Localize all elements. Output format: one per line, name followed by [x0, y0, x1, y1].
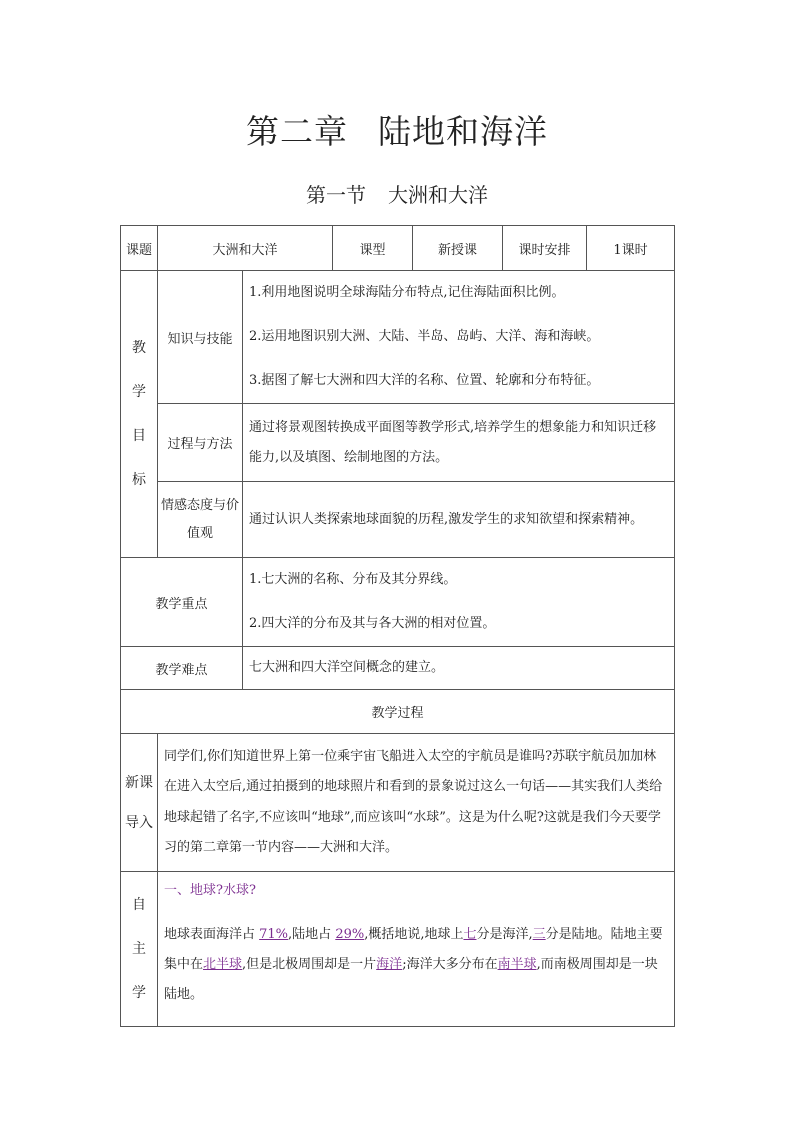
section-name: 大洲和大洋 — [388, 183, 488, 207]
objectives-label-char: 教 — [132, 340, 146, 356]
section-number: 第一节 — [306, 183, 366, 207]
knowledge-item: 1.利用地图说明全球海陆分布特点,记住海陆面积比例。 — [249, 285, 565, 300]
attitude-text: 通过认识人类探索地球面貌的历程,激发学生的求知欲望和探索精神。 — [249, 511, 644, 527]
topic-value: 大洲和大洋 — [158, 226, 333, 271]
intro-text: 同学们,你们知道世界上第一位乘宇宙飞船进入太空的宇航员是谁吗?苏联宇航员加加林在进入太空后,通过拍摄到的地球照片和看到的景象说过这么一句话——其实我们人类给地球起错了名字,不应该叫“地球”,而应该叫“水球”。这是为什么呢?这就是我们今天要学习的第二章第一节内容——大洲和大洋。 — [164, 748, 663, 855]
difficulty-text: 七大洲和四大洋空间概念的建立。 — [249, 660, 445, 675]
chapter-number: 第二章 — [246, 112, 348, 151]
three-answer: 三 — [532, 927, 546, 942]
schedule-label: 课时安排 — [503, 226, 587, 271]
key-point-item: 2.四大洋的分布及其与各大洲的相对位置。 — [249, 616, 496, 631]
process-text: 通过将景观图转换成平面图等教学形式,培养学生的想象能力和知识迁移能力,以及填图、绘制地图的方法。 — [249, 419, 657, 465]
self-study-heading: 一、地球?水球? — [164, 883, 256, 898]
objectives-label-char: 目 — [132, 428, 146, 444]
key-points-content — [243, 558, 675, 647]
self-study-paragraph: 地球表面海洋占 71%,陆地占 29%,概括地说,地球上七分是海洋,三分是陆地。陆地主要集中在北半球,但是北极周围却是一片海洋;海洋大多分布在南半球,而南极周围却是一块陆地。 — [164, 927, 663, 1002]
difficulty-row — [121, 647, 675, 690]
south-hemisphere-answer: 南半球 — [497, 957, 537, 972]
self-study-label-char: 主 — [132, 941, 146, 957]
chapter-name: 陆地和海洋 — [378, 112, 548, 151]
self-study-label — [121, 872, 158, 1027]
topic-label: 课题 — [121, 226, 158, 271]
difficulty-content — [243, 647, 675, 690]
objectives-label — [121, 271, 158, 558]
self-study-row — [121, 872, 675, 1027]
process-title: 教学过程 — [121, 690, 675, 734]
difficulty-label: 教学难点 — [121, 647, 243, 690]
intro-label-char: 导入 — [125, 814, 153, 831]
knowledge-content — [243, 271, 675, 404]
knowledge-item: 3.据图了解七大洲和四大洋的名称、位置、轮廓和分布特征。 — [249, 373, 600, 388]
key-points-row — [121, 558, 675, 647]
land-percent-answer: 29% — [335, 927, 365, 942]
objectives-label-char: 学 — [132, 384, 146, 400]
process-content — [243, 404, 675, 482]
attitude-row — [121, 482, 675, 558]
attitude-label-line: 值观 — [186, 525, 213, 541]
knowledge-row — [121, 271, 675, 404]
schedule-value: 1课时 — [587, 226, 675, 271]
self-study-label-char: 自 — [132, 897, 146, 913]
knowledge-label: 知识与技能 — [158, 271, 243, 404]
process-title-row — [121, 690, 675, 734]
key-point-item: 1.七大洲的名称、分布及其分界线。 — [249, 572, 457, 587]
attitude-label — [158, 482, 243, 558]
chapter-title — [0, 106, 794, 153]
type-value: 新授课 — [413, 226, 503, 271]
intro-label — [121, 734, 158, 872]
self-study-content — [158, 872, 675, 1027]
key-points-label: 教学重点 — [121, 558, 243, 647]
knowledge-item: 2.运用地图识别大洲、大陆、半岛、岛屿、大洋、海和海峡。 — [249, 329, 600, 344]
intro-row — [121, 734, 675, 872]
ocean-percent-answer: 71% — [259, 927, 289, 942]
header-row — [121, 226, 675, 271]
section-title — [0, 179, 794, 208]
north-hemisphere-answer: 北半球 — [203, 957, 243, 972]
seven-answer: 七 — [463, 927, 477, 942]
attitude-content — [243, 482, 675, 558]
lesson-plan-table — [120, 225, 675, 1027]
sea-answer: 海洋 — [376, 957, 403, 972]
process-label: 过程与方法 — [158, 404, 243, 482]
objectives-label-char: 标 — [132, 472, 146, 488]
intro-content — [158, 734, 675, 872]
intro-label-char: 新课 — [125, 774, 153, 791]
attitude-label-line: 情感态度与价 — [160, 497, 239, 513]
self-study-label-char: 学 — [132, 985, 146, 1001]
type-label: 课型 — [333, 226, 413, 271]
process-row — [121, 404, 675, 482]
